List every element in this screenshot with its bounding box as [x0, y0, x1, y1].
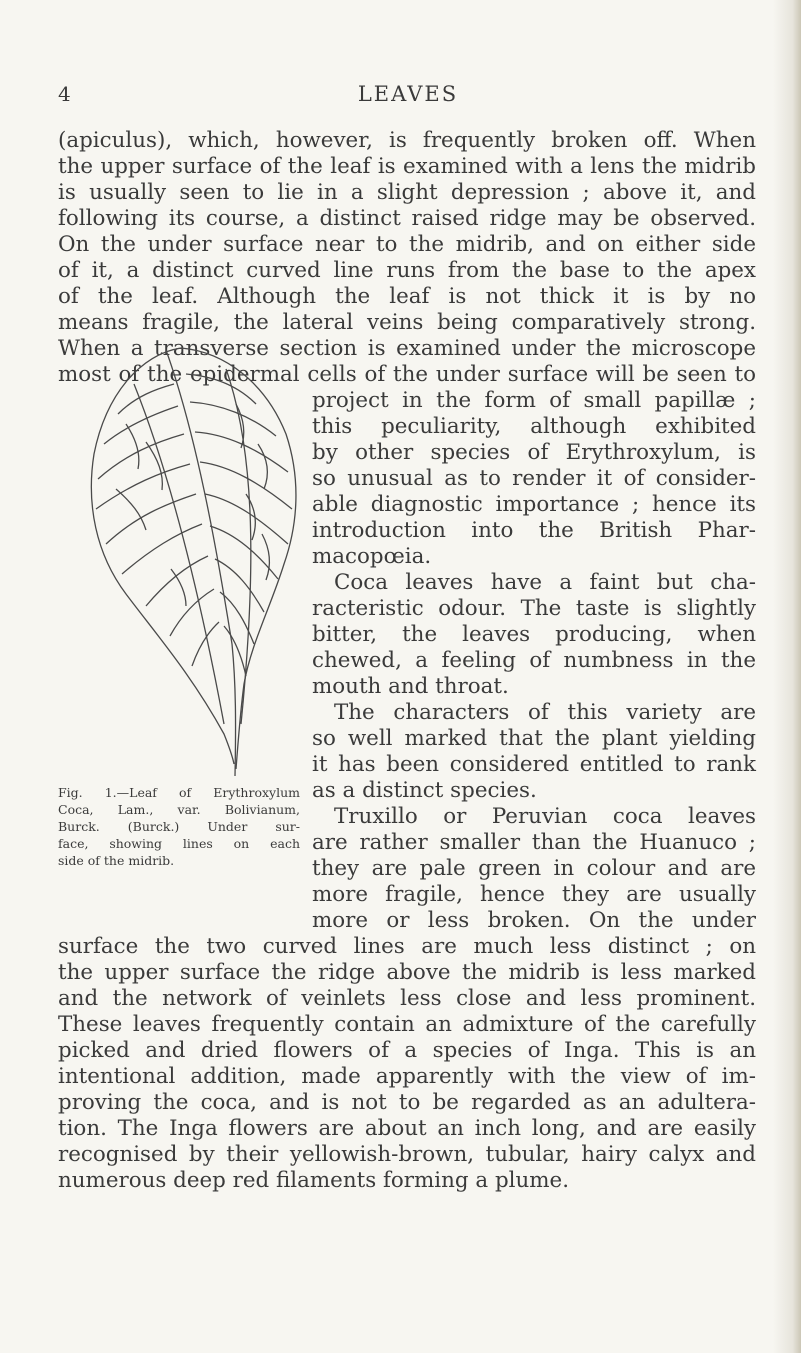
body-line: of the leaf. Although the leaf is not thick it is by no	[58, 284, 756, 309]
caption-line: face, showing lines on each	[58, 836, 300, 851]
body-line: by other species of Erythroxylum, is	[312, 440, 756, 465]
body-line: (apiculus), which, however, is frequently broken off. When	[58, 128, 756, 153]
body-line: more or less broken. On the under	[312, 908, 756, 933]
body-line: proving the coca, and is not to be regarded as an adultera-	[58, 1090, 756, 1115]
body-line: bitter, the leaves producing, when	[312, 622, 756, 647]
caption-line: Coca, Lam., var. Bolivianum,	[58, 802, 300, 817]
body-line: is usually seen to lie in a slight depression ; above it, and	[58, 180, 756, 205]
body-line: introduction into the British Phar-	[312, 518, 756, 543]
body-line: most of the epidermal cells of the under surface will be seen to	[58, 362, 756, 387]
figure-caption	[58, 784, 300, 869]
body-line: so well marked that the plant yielding	[312, 726, 756, 751]
body-line: The characters of this variety are	[334, 700, 756, 725]
body-line: racteristic odour. The taste is slightly	[312, 596, 756, 621]
body-line: mouth and throat.	[312, 674, 509, 699]
body-line: Truxillo or Peruvian coca leaves	[334, 804, 756, 829]
body-line: it has been considered entitled to rank	[312, 752, 756, 777]
caption-line: Fig. 1.—Leaf of Erythroxylum	[58, 785, 300, 800]
body-line: more fragile, hence they are usually	[312, 882, 756, 907]
body-line: so unusual as to render it of consider-	[312, 466, 756, 491]
body-line: intentional addition, made apparently with the view of im-	[58, 1064, 756, 1089]
page-number: 4	[58, 82, 71, 106]
page-header	[58, 82, 758, 110]
body-line: chewed, a feeling of numbness in the	[312, 648, 756, 673]
running-head: LEAVES	[357, 82, 459, 106]
body-line: picked and dried flowers of a species of Inga. This is an	[58, 1038, 756, 1063]
body-line: are rather smaller than the Huanuco ;	[312, 830, 756, 855]
leaf-illustration	[86, 344, 308, 784]
caption-line: side of the midrib.	[58, 853, 175, 868]
body-line: this peculiarity, although exhibited	[312, 414, 756, 439]
body-line: and the network of veinlets less close and less prominent.	[58, 986, 756, 1011]
body-line: surface the two curved lines are much less distinct ; on	[58, 934, 756, 959]
body-line: means fragile, the lateral veins being comparatively strong.	[58, 310, 756, 335]
body-line: On the under surface near to the midrib, and on either side	[58, 232, 756, 257]
body-line: of it, a distinct curved line runs from the base to the apex	[58, 258, 756, 283]
page-edge-shadow	[773, 0, 801, 1353]
body-line: able diagnostic importance ; hence its	[312, 492, 756, 517]
body-line: recognised by their yellowish-brown, tubular, hairy calyx and	[58, 1142, 756, 1167]
body-line: Coca leaves have a faint but cha-	[334, 570, 756, 595]
body-line: These leaves frequently contain an admixture of the carefully	[58, 1012, 756, 1037]
body-line: project in the form of small papillæ ;	[312, 388, 756, 413]
body-line: as a distinct species.	[312, 778, 537, 803]
body-line: macopœia.	[312, 544, 432, 569]
body-line: When a transverse section is examined under the microscope	[58, 336, 756, 361]
body-line: tion. The Inga flowers are about an inch long, and are easily	[58, 1116, 756, 1141]
body-line: the upper surface of the leaf is examined with a lens the midrib	[58, 154, 756, 179]
body-line: numerous deep red filaments forming a plume.	[58, 1168, 570, 1193]
body-line: the upper surface the ridge above the midrib is less marked	[58, 960, 756, 985]
body-line: following its course, a distinct raised ridge may be observed.	[58, 206, 756, 231]
body-line: they are pale green in colour and are	[312, 856, 756, 881]
caption-line: Burck. (Burck.) Under sur-	[58, 819, 300, 834]
